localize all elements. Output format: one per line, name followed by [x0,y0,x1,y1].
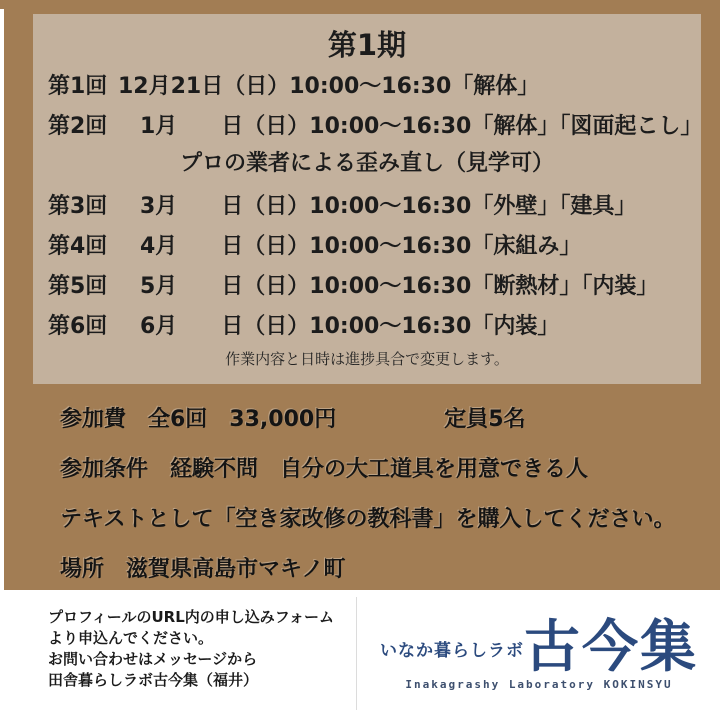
pro-contractor-note: プロの業者による歪み直し（見学可） [179,151,554,176]
schedule-change-footnote: 作業内容と日時は進捗具合で変更します。 [225,350,509,368]
footer-divider [356,597,357,710]
round-label: 第3回 [48,193,108,219]
schedule-row-4 [33,224,701,264]
schedule-title: 第1期 [327,28,407,62]
footer [0,590,720,720]
logo-name-text: 古今集 [524,614,698,680]
participation-info [60,402,700,602]
schedule-row-1 [33,64,701,104]
schedule-panel [33,14,701,384]
location-line: 場所 滋賀県高島市マキノ町 [60,557,346,582]
textbook-line: テキストとして「空き家改修の教科書」を購入してください。 [60,507,676,532]
logo-wordmark [380,614,698,680]
round-schedule: 3月 日（日）10:00～16:30「外壁」「建具」 [118,193,637,219]
round-schedule: 6月 日（日）10:00～16:30「内装」 [118,313,560,339]
schedule-row-5 [33,264,701,304]
contact-line-4: 田舎暮らしラボ古今集（福井） [48,671,259,689]
kokinsyu-logo [358,590,720,720]
round-label: 第2回 [48,113,108,139]
round-label: 第1回 [48,73,108,99]
schedule-row-3 [33,184,701,224]
round-label: 第4回 [48,233,108,259]
contact-line-2: より申込んでください。 [48,629,214,647]
fee-text: 参加費 全6回 33,000円 [60,407,337,432]
contact-info [48,607,334,691]
schedule-row-6 [33,304,701,344]
flyer-background [4,0,720,590]
round-label: 第6回 [48,313,108,339]
logo-caption-text: Inakagrashy Laboratory KOKINSYU [405,678,673,691]
round-label: 第5回 [48,273,108,299]
round-schedule: 12月21日（日）10:00～16:30「解体」 [118,73,540,99]
fee-line [60,402,700,433]
contact-line-3: お問い合わせはメッセージから [48,650,258,668]
round-schedule: 1月 日（日）10:00～16:30「解体」「図面起こし」 [118,113,703,139]
round-schedule: 5月 日（日）10:00～16:30「断熱材」「内装」 [118,273,659,299]
logo-kana-text: いなか暮らしラボ [380,641,524,661]
contact-line-1: プロフィールのURL内の申し込みフォーム [48,608,335,626]
conditions-line: 参加条件 経験不問 自分の大工道具を用意できる人 [60,457,589,482]
schedule-row-2 [33,104,701,144]
round-schedule: 4月 日（日）10:00～16:30「床組み」 [118,233,582,259]
capacity-text: 定員5名 [444,407,526,432]
